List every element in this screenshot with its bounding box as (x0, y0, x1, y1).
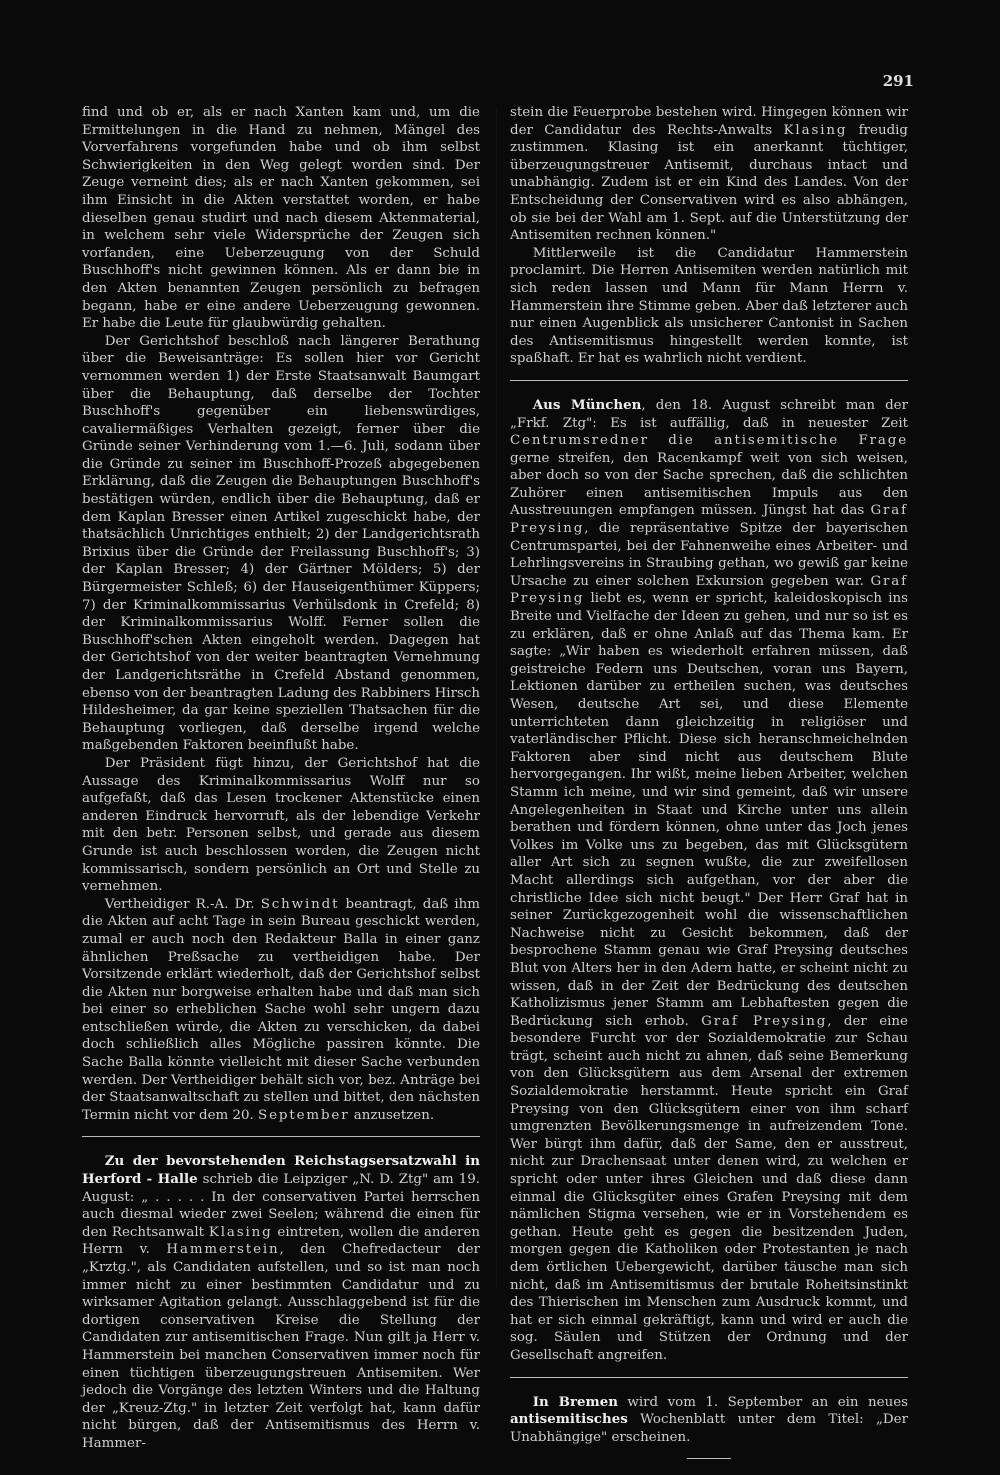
herford-election-article (82, 1153, 480, 1452)
defense-motion-text-a: Vertheidiger R.-A. Dr. (104, 896, 261, 912)
defender-name: Schwindt (260, 896, 340, 912)
antisemitic-word: antisemitisches (510, 1411, 628, 1428)
bremen-article (510, 1394, 908, 1447)
left-column (82, 104, 480, 1453)
graf-preysing-3: Graf Preysing (701, 1013, 828, 1029)
munich-text-e: , der eine besondere Furcht vor der Sozialdemokratie zur Schau trägt, scheint auch nicht zu ahnen, daß seine Bemerkung von den Glücksgütern aus dem Arsenal der extremen Sozialdemokratie herstammt. Heute spricht ein Graf Preysing von den Glücksgütern einer von ihm scharf umgrenzten Bevölkerungsmenge in aufreizendem Tone. Wer bürgt ihm dafür, daß der Same, den er ausstreut, nicht zur Drachensaat unter denen wird, zu welchen er spricht oder unter ihres Gleichen und daß diese dann einmal die Glücksgüter eines Grafen Preysing mit dem nämlichen Stigma versehen, wie er in Vorstehendem es gethan. Heute geht es gegen die besitzenden Juden, morgen gegen die Katholiken oder Protestanten je nach dem örtlichen Uebergewicht, darüber täusche man sich nicht, daß im Antisemitismus der brutale Roheitsinstinkt des Thierischen im Menschen zum Ausdruck kommt, und hat er sich einmal gekräftigt, kann und wird er auch die sog. Säulen und Stützen der Ordnung und der Gesellschaft angreifen. (510, 1013, 908, 1363)
name-klasing-2: Klasing (783, 122, 848, 138)
section-separator (82, 1136, 480, 1137)
bremen-text-a: wird vom 1. September an ein neues (617, 1394, 908, 1410)
court-decision-paragraph: Der Gerichtshof beschloß nach längerer Berathung über die Beweisanträge: Es sollen hier vor Gericht vernommen werden 1) der Erste Staatsanwalt Baumgart über die Behauptung, daß derselbe der Tochter Buschhoff's gegenüber ein liebenswürdiges, cavaliermäßiges Verhalten gezeigt, ferner über die Gründe seiner Verhinderung vom 1.—6. Juli, sodann über die Gründe zu seiner im Buschhoff-Prozeß abgegebenen Erklärung, daß die Zeugen die Behauptungen Buschhoff's bestätigen würden, endlich über die Behauptung, daß er dem Kaplan Bresser einen Artikel zugeschickt habe, der thatsächlich Unrichtiges enthielt; 2) der Landgerichtsrath Brixius über die Gründe der Freilassung Buschhoff's; 3) der Kaplan Bresser; 4) der Gärtner Mölders; 5) der Bürgermeister Schleß; 6) der Hauseigenthümer Küppers; 7) der Kriminalkommissarius Verhülsdonk in Crefeld; 8) der Kriminalkommissarius Wolff. Ferner sollen die Buschhoff'schen Akten eingeholt werden. Dagegen hat der Gerichtshof von der weiter beantragten Vernehmung der Landgerichtsräthe in Crefeld Abstand genommen, ebenso von der beantragten Ladung des Rabbiners Hirsch Hildesheimer, da gar keine speziellen Thatsachen für die Behauptung vorliegen, daß derselbe irgend welche maßgebenden Faktoren beeinflußt habe. (82, 333, 480, 754)
munich-article (510, 397, 908, 1365)
page-number: 291 (882, 72, 914, 90)
end-rule (687, 1458, 731, 1459)
munich-text-b: gerne streifen, den Racenkampf weit von sich weisen, aber doch so von der Sache sprechen, daß die schlichten Zuhörer einen antisemitischen Impuls aus den Ausstreuungen empfangen müssen. Jüngst hat das (510, 450, 908, 519)
munich-text-a: , den 18. August schreibt man der „Frkf. Ztg": Es ist auffällig, daß in neuester Zeit (510, 397, 909, 431)
defense-motion-text-c: anzusetzen. (349, 1107, 435, 1123)
munich-heading: Aus München (532, 396, 642, 413)
graf-preysing-1: Graf Preysing (510, 503, 908, 537)
name-hammerstein: Hammerstein (166, 1242, 280, 1258)
herford-cont-text-b: freudig zustimmen. Klasing ist ein anerkannt tüchtiger, überzeugungstreuer Antisemit, durchaus intact und unabhängig. Zudem ist er ein Kind des Landes. Von der Entscheidung der Conservativen wird es also abhängen, ob sie bei der Wahl am 1. Sept. auf die Unterstützung der Antisemiten rechnen können." (510, 122, 908, 244)
herford-text-c: , den Chefredacteur der „Krztg.", als Candidaten aufstellen, und so ist man noch immer nicht zu einer bestimmten Candidatur und zu wirksamer Agitation gelangt. Ausschlaggebend ist für die dortigen conservativen Kreise die Stellung der Candidaten zur antisemitischen Frage. Nun gilt ja Herr v. Hammerstein bei manchen Conservativen immer noch für einen tüchtigen überzeugungstreuen Antisemiten. Wer jedoch die Vorgänge des letzten Winters und die Haltung der „Kreuz-Ztg." in letzter Zeit verfolgt hat, kann dafür nicht bürgen, daß der Antisemitismus des Herrn v. Hammer- (82, 1242, 480, 1451)
herford-text-a: schrieb die Leipziger „N. D. Ztg" am 19. August: „ . . . . . In der conservativen Partei herrschen auch diesmal wieder zwei Seelen; während die einen für den Rechtsanwalt (82, 1172, 480, 1240)
bremen-text-b: Wochenblatt unter dem Titel: „Der Unabhängige" erscheinen. (510, 1412, 908, 1445)
herford-cont-text-a: stein die Feuerprobe bestehen wird. Hingegen können wir der Candidatur des Rechts-Anwalts (510, 105, 908, 138)
munich-text-c: , die repräsentative Spitze der bayerischen Centrumspartei, bei der Fahnenweihe eines Arbeiter- und Lehrlingsvereins in Straubing gethan, wo gewiß gar keine Ursache zu einer solchen Exkursion gegeben war. (510, 521, 908, 589)
defense-motion-paragraph (82, 896, 480, 1125)
section-separator (510, 380, 908, 381)
graf-preysing-2: Graf Preysing (510, 573, 908, 607)
herford-continuation-paragraph (510, 104, 908, 245)
hammerstein-proclaimed-paragraph: Mittlerweile ist die Candidatur Hammerstein proclamirt. Die Herren Antisemiten werden natürlich mit sich reden lassen und Mann für Mann Herrn v. Hammerstein ihre Stimme geben. Aber daß letzterer auch nur einen Augenblick als unsicherer Cantonist in Sachen des Antisemitismus hingestellt werden konnte, ist spaßhaft. Er hat es wahrlich nicht verdient. (510, 245, 908, 367)
munich-text-d: liebt es, wenn er spricht, kaleidoskopisch ins Breite und Vielfache der Ideen zu gehen, und nur so ist es zu erklären, daß er ohne Anlaß auf das Thema kam. Er sagte: „Wir haben es wiederholt erfahren müssen, daß geistreiche Federn uns Deutschen, voran uns Bayern, Lektionen darüber zu ertheilen suchen, was deutsches Wesen, deutsche Art sei, und diese Elemente unterrichteten dann gleichzeitig in religiöser und vaterländischer Pflicht. Diese sich heranschmeichelnden Faktoren aber sind nicht aus deutschem Blute hervorgegangen. Ihr wißt, meine lieben Arbeiter, welchen Stamm ich meine, und wir sind gemeint, daß wir unsere Angelegenheiten in Staat und Kirche unter uns allein berathen und fördern können, ohne unter das Joch jenes Volkes im Volke uns zu begeben, das mit Glücksgütern aller Art sich zu segnen wußte, die zur zweifellosen Macht allerdings sich aufgethan, vor der aber die christliche Idee sich nicht beugt." Der Herr Graf hat in seiner Zurückgezogenheit wohl die wissenschaftlichen Nachweise nicht zu Gesicht bekommen, daß der besprochene Stamm genau wie Graf Preysing deutsches Blut von Alters her in den Adern hatte, er scheint nicht zu wissen, daß in der Zeit der Bedrückung des deutschen Katholizismus jener Stamm am Lebhaftesten gegen die Bedrückung sich erhob. (510, 591, 908, 1029)
month-name: September (258, 1107, 350, 1123)
trial-testimony-paragraph: find und ob er, als er nach Xanten kam und, um die Ermittelungen in die Hand zu nehmen, Mängel des Vorverfahrens vorgefunden habe und ob ihm selbst Schwierigkeiten in den Weg gelegt worden sind. Der Zeuge verneint dies; als er nach Xanten gekommen, sei ihm Einsicht in die Akten verstattet worden, er habe dieselben genau studirt und nach diesem Aktenmaterial, in welchem sehr viele Widersprüche der Zeugen sich vorfanden, eine Ueberzeugung von der Schuld Buschhoff's nicht gewinnen können. Als er dann bie in den Akten benannten Zeugen persönlich zu befragen begann, habe er eine andere Ueberzeugung gewonnen. Er habe die Leute für glaubwürdig gehalten. (82, 105, 480, 332)
herford-text-b: eintreten, wollen die anderen Herrn v. (82, 1224, 480, 1258)
herford-heading: Zu der bevorstehenden Reichstagsersatzwahl in Herford - Halle (82, 1153, 480, 1188)
centrum-phrase: Centrumsredner die antisemitische Frage (510, 433, 908, 449)
defense-motion-text-b: beantragt, daß ihm die Akten auf acht Tage in sein Bureau geschickt werden, zumal er auch noch den Redakteur Balla in einer ganz ähnlichen Preßsache zu vertheidigen habe. Der Vorsitzende erklärt wiederholt, daß der Gerichtshof selbst die Akten nur borgweise erhalten habe und daß man sich bei einer so erheblichen Sache wohl sehr ungern dazu entschließen würde, die Akten zu verschicken, da dabei doch schließlich alles Mögliche passiren könnte. Die Sache Balla könnte vielleicht mit dieser Sache verbunden werden. Der Vertheidiger behält sich vor, bez. Anträge bei der Staatsanwaltschaft zu stellen und bittet, den nächsten Termin nicht vor dem 20. (82, 896, 481, 1123)
president-remark-paragraph: Der Präsident fügt hinzu, der Gerichtshof hat die Aussage des Kriminalkommissarius Wolff nur so aufgefaßt, daß das Lesen trockener Aktenstücke einen anderen Eindruck hervorruft, als der lebendige Verkehr mit den betr. Personen selbst, und gerade aus diesem Grunde ist auch beschlossen worden, die Zeugen nicht kommissarisch, sondern persönlich an Ort und Stelle zu vernehmen. (82, 755, 480, 895)
column-divider (496, 108, 497, 1288)
right-column (510, 104, 908, 1475)
name-klasing: Klasing (208, 1224, 273, 1240)
bremen-heading: In Bremen (532, 1393, 618, 1410)
